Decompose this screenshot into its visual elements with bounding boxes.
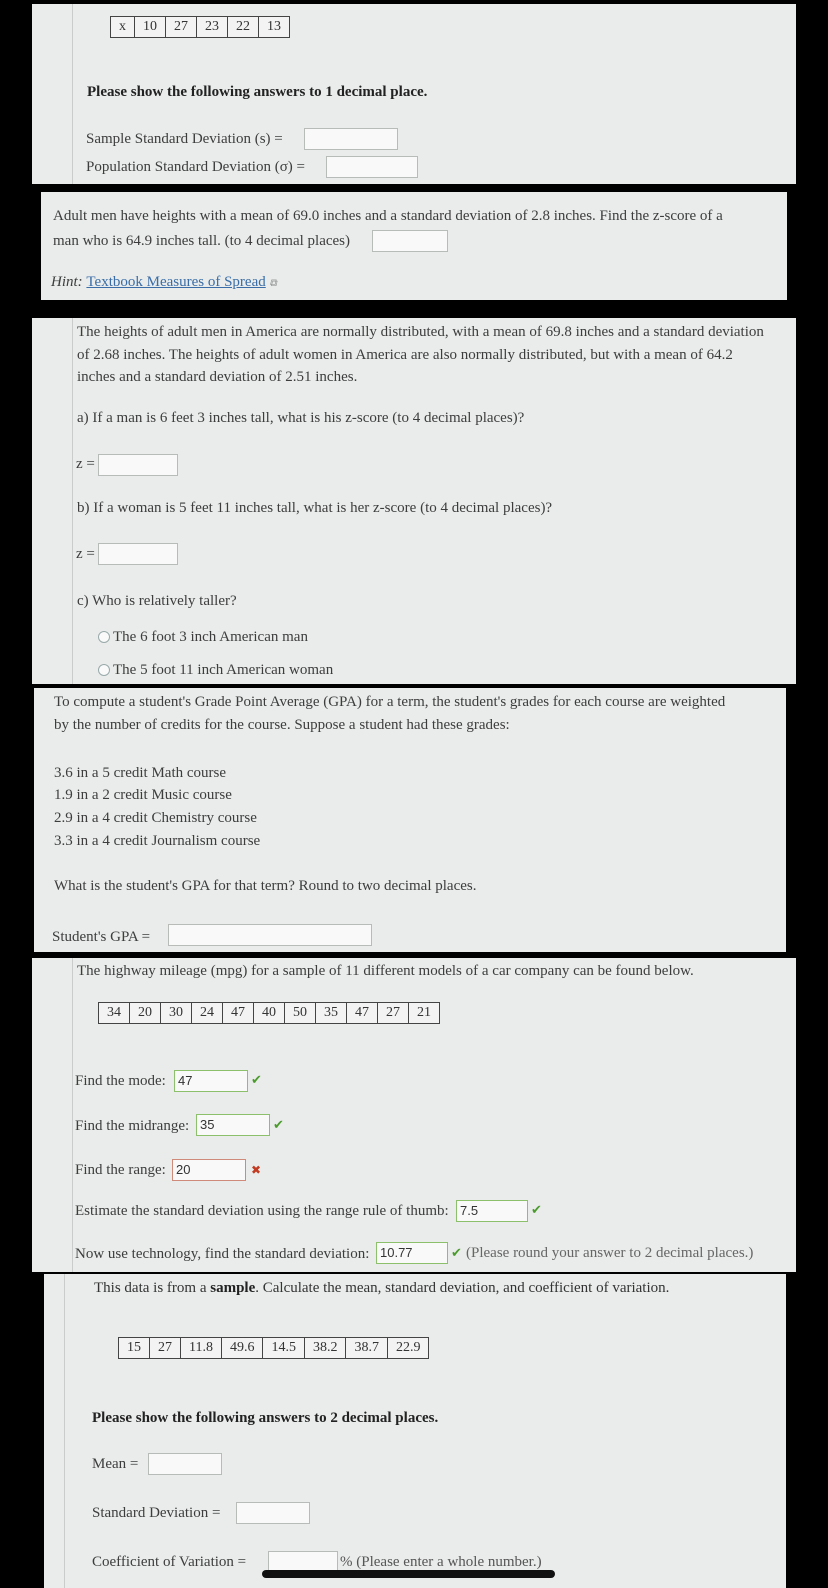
- data-table: [110, 16, 290, 38]
- external-link-icon: ⧉: [269, 278, 277, 289]
- panel-sample-stats: [44, 1274, 786, 1588]
- panel-heights: [32, 318, 796, 684]
- intro-line-1: To compute a student's Grade Point Average (GPA) for a term, the student's grades for each course are weighted: [54, 694, 726, 710]
- divider: [72, 958, 73, 1272]
- question-line-2: man who is 64.9 inches tall. (to 4 decimal places): [53, 233, 351, 249]
- range-input[interactable]: 20: [172, 1159, 246, 1181]
- panel-gpa: [34, 688, 786, 952]
- table-cell: 47: [347, 1003, 378, 1024]
- midrange-input[interactable]: 35: [196, 1114, 270, 1136]
- divider: [64, 1274, 65, 1588]
- table-cell: 35: [316, 1003, 347, 1024]
- table-cell: 15: [119, 1338, 150, 1359]
- z-label-b: z =: [76, 546, 95, 562]
- table-cell: 10: [135, 17, 166, 38]
- table-cell: 11.8: [181, 1338, 222, 1359]
- sd-label: Standard Deviation =: [92, 1505, 221, 1521]
- radio-woman[interactable]: [98, 664, 110, 676]
- table-cell: 27: [150, 1338, 181, 1359]
- z-input-a[interactable]: [98, 454, 178, 476]
- intro-part-a: This data is from a: [94, 1280, 211, 1296]
- data-table: [118, 1337, 429, 1359]
- technology-sd-input[interactable]: 10.77: [376, 1242, 448, 1264]
- table-cell: 38.7: [346, 1338, 388, 1359]
- option-man-label: The 6 foot 3 inch American man: [113, 629, 308, 645]
- table-cell: 21: [409, 1003, 440, 1024]
- grade-item: 3.6 in a 5 credit Math course: [54, 765, 227, 781]
- table-cell: x: [111, 17, 135, 38]
- data-table: [98, 1002, 440, 1024]
- divider: [72, 318, 73, 684]
- check-icon: ✔: [451, 1246, 462, 1261]
- hint-label: Hint:: [51, 274, 83, 290]
- check-icon: ✔: [531, 1203, 542, 1218]
- range-label: Find the range:: [75, 1162, 166, 1178]
- table-cell: 47: [223, 1003, 254, 1024]
- cross-icon: ✖: [251, 1163, 262, 1177]
- mode-label: Find the mode:: [75, 1073, 166, 1089]
- z-input-b[interactable]: [98, 543, 178, 565]
- gpa-label: Student's GPA =: [52, 929, 151, 945]
- mean-input[interactable]: [148, 1453, 222, 1475]
- instruction-text: Please show the following answers to 2 decimal places.: [92, 1410, 439, 1426]
- radio-man[interactable]: [98, 631, 110, 643]
- gpa-input[interactable]: [168, 924, 372, 946]
- divider: [72, 4, 73, 184]
- hint-text: [51, 274, 277, 291]
- technology-sd-label: Now use technology, find the standard deviation:: [75, 1246, 370, 1262]
- table-cell: 24: [192, 1003, 223, 1024]
- instruction-text: Please show the following answers to 1 decimal place.: [87, 84, 428, 100]
- intro-text: The highway mileage (mpg) for a sample of 11 different models of a car company can be found below.: [77, 963, 694, 979]
- question-a: a) If a man is 6 feet 3 inches tall, what is his z-score (to 4 decimal places)?: [77, 410, 525, 426]
- z-label-a: z =: [76, 456, 95, 472]
- table-cell: 50: [285, 1003, 316, 1024]
- check-icon: ✔: [251, 1073, 262, 1088]
- hint-link[interactable]: Textbook Measures of Spread: [86, 274, 266, 290]
- panel-z-score: [41, 192, 787, 300]
- table-cell: 38.2: [304, 1338, 346, 1359]
- home-indicator[interactable]: [262, 1570, 555, 1578]
- intro-part-sample: sample: [210, 1280, 256, 1296]
- intro-line-3: inches and a standard deviation of 2.51 inches.: [77, 369, 358, 385]
- intro-line-1: The heights of adult men in America are normally distributed, with a mean of 69.8 inches and a standard deviation: [77, 324, 764, 340]
- question-c: c) Who is relatively taller?: [77, 593, 237, 609]
- table-cell: 34: [99, 1003, 130, 1024]
- cv-note: % (Please enter a whole number.): [340, 1554, 542, 1570]
- cv-label: Coefficient of Variation =: [92, 1554, 247, 1570]
- table-cell: 27: [166, 17, 197, 38]
- grade-item: 2.9 in a 4 credit Chemistry course: [54, 810, 257, 826]
- table-cell: 13: [259, 17, 290, 38]
- table-cell: 40: [254, 1003, 285, 1024]
- panel-mileage: [32, 958, 796, 1272]
- population-sd-input[interactable]: [326, 156, 418, 178]
- rule-of-thumb-input[interactable]: 7.5: [456, 1200, 528, 1222]
- table-cell: 30: [161, 1003, 192, 1024]
- table-cell: 27: [378, 1003, 409, 1024]
- table-cell: 49.6: [221, 1338, 263, 1359]
- mean-label: Mean =: [92, 1456, 139, 1472]
- rule-of-thumb-label: Estimate the standard deviation using the range rule of thumb:: [75, 1203, 449, 1219]
- gpa-question: What is the student's GPA for that term? Round to two decimal places.: [54, 878, 477, 894]
- sample-sd-label: Sample Standard Deviation (s) =: [86, 131, 283, 147]
- check-icon: ✔: [273, 1118, 284, 1133]
- intro-line-2: by the number of credits for the course. Suppose a student had these grades:: [54, 717, 510, 733]
- z-score-input[interactable]: [372, 230, 448, 252]
- question-line-1: Adult men have heights with a mean of 69.0 inches and a standard deviation of 2.8 inches. Find the z-score of a: [53, 208, 723, 224]
- sd-input[interactable]: [236, 1502, 310, 1524]
- midrange-label: Find the midrange:: [75, 1118, 190, 1134]
- intro-text: [94, 1280, 669, 1297]
- grade-item: 1.9 in a 2 credit Music course: [54, 787, 232, 803]
- grade-item: 3.3 in a 4 credit Journalism course: [54, 833, 261, 849]
- mode-input[interactable]: 47: [174, 1070, 248, 1092]
- intro-part-c: . Calculate the mean, standard deviation, and coefficient of variation.: [255, 1280, 670, 1296]
- rounding-note: (Please round your answer to 2 decimal places.): [466, 1245, 754, 1261]
- table-cell: 22.9: [387, 1338, 429, 1359]
- intro-line-2: of 2.68 inches. The heights of adult women in America are also normally distributed, but with a mean of 64.2: [77, 347, 733, 363]
- table-cell: 20: [130, 1003, 161, 1024]
- table-cell: 14.5: [263, 1338, 305, 1359]
- table-cell: 22: [228, 17, 259, 38]
- option-woman-label: The 5 foot 11 inch American woman: [113, 662, 334, 678]
- panel-std-dev-1: [32, 4, 796, 184]
- population-sd-label: Population Standard Deviation (σ) =: [86, 159, 306, 175]
- sample-sd-input[interactable]: [304, 128, 398, 150]
- table-cell: 23: [197, 17, 228, 38]
- question-b: b) If a woman is 5 feet 11 inches tall, what is her z-score (to 4 decimal places)?: [77, 500, 553, 516]
